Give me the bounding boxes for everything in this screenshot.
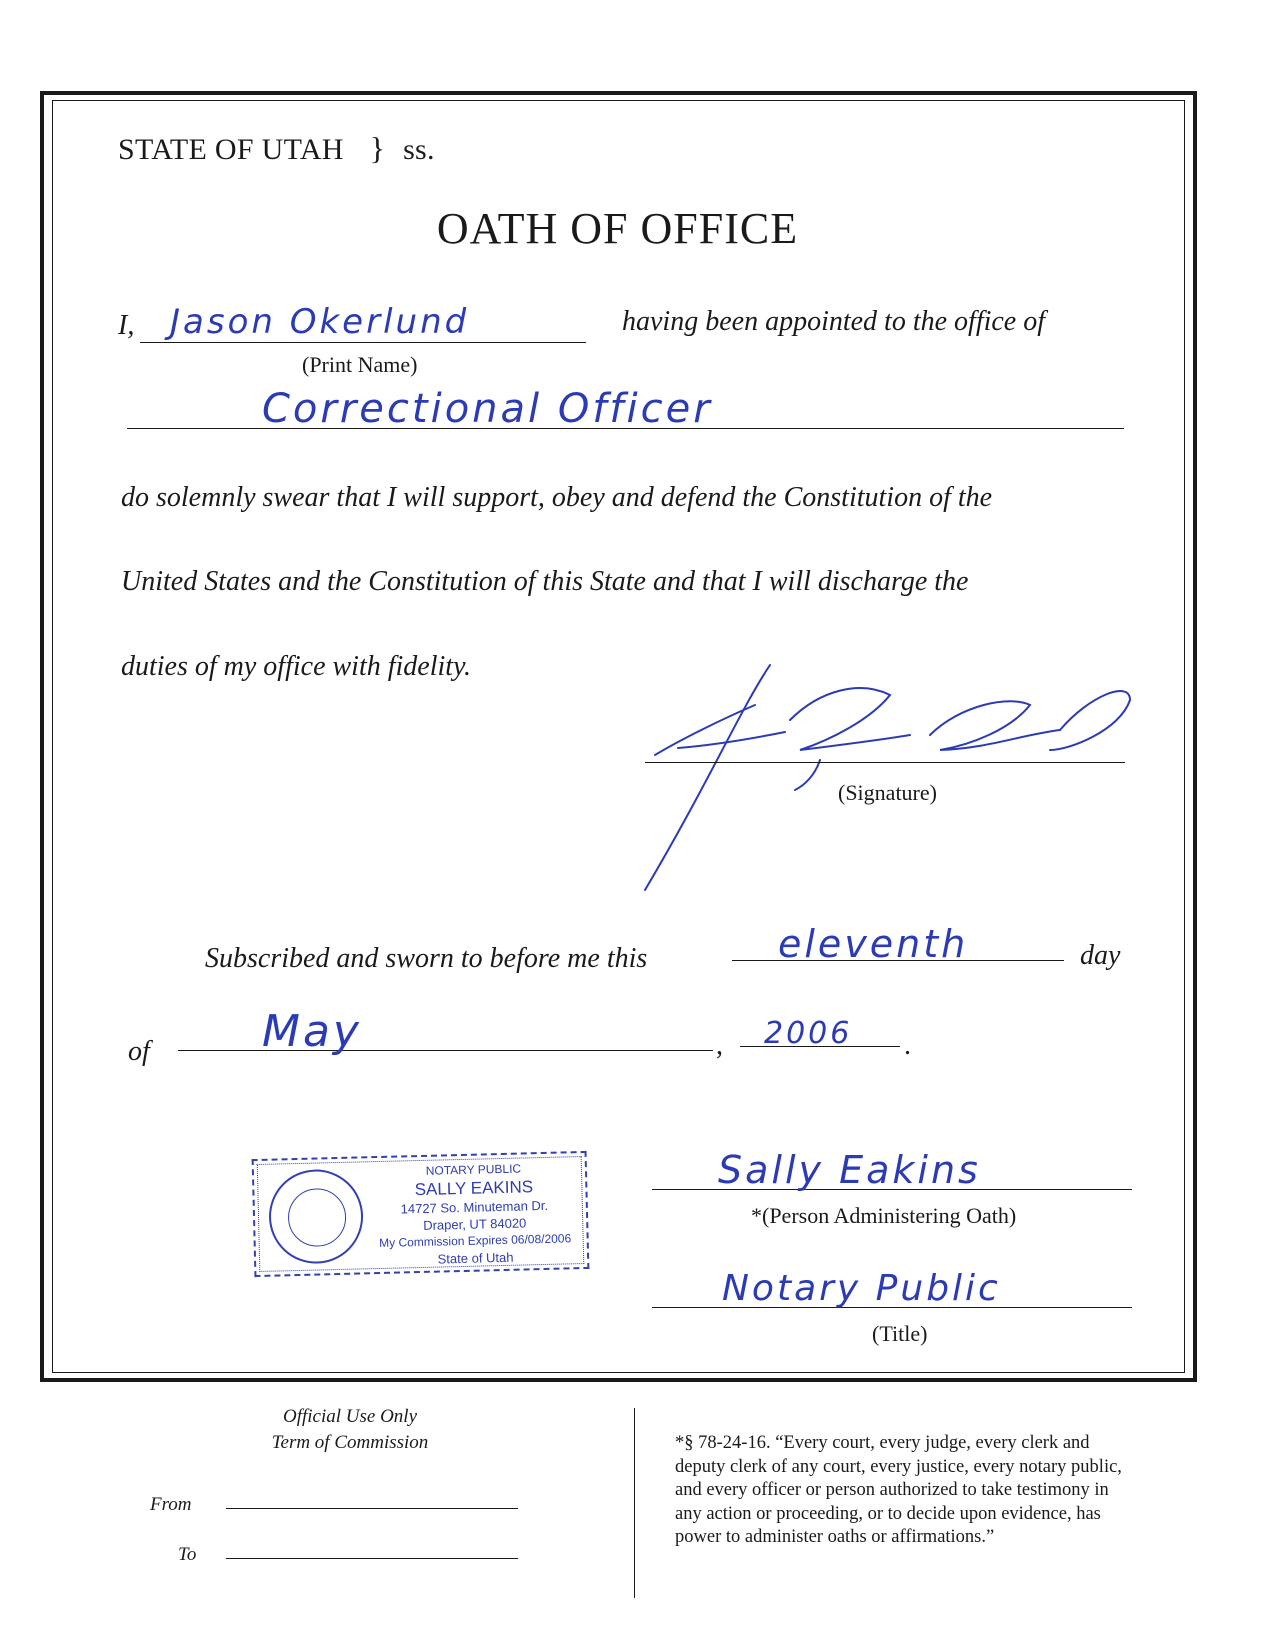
term-heading: Term of Commission — [271, 1432, 429, 1453]
print-name-label: (Print Name) — [302, 352, 418, 377]
oath-line-3: duties of my office with fidelity. — [121, 651, 471, 682]
stamp-line-6: State of Utah — [437, 1249, 514, 1267]
oath-line-2: United States and the Constitution of this State and that I will discharge the — [121, 566, 969, 597]
footnote-line-5: power to administer oaths or affirmations.” — [675, 1527, 995, 1547]
footnote-line-2: deputy clerk of any court, every justice, every notary public, — [675, 1456, 1122, 1477]
footnote-line-4: any action or proceeding, or to decide upon evidence, has — [675, 1503, 1101, 1524]
footnote-line-3: and every officer or person authorized to take testimony in — [675, 1480, 1109, 1500]
statute-footnote — [675, 1432, 1220, 1550]
stamp-line-5: My Commission Expires 06/08/2006 — [378, 1231, 572, 1251]
sworn-text: Subscribed and sworn to before me this — [205, 943, 648, 974]
title-field[interactable]: Notary Public — [722, 1268, 1001, 1309]
brace: } — [369, 130, 386, 166]
name-field[interactable]: Jason Okerlund — [170, 302, 470, 342]
stamp-line-2: SALLY EAKINS — [414, 1177, 534, 1200]
state-name: STATE OF UTAH — [118, 133, 344, 166]
state-heading — [118, 130, 435, 167]
day-label: day — [1080, 940, 1121, 971]
i-label: I, — [118, 310, 135, 341]
signature-line — [645, 762, 1125, 763]
stamp-line-3: 14727 So. Minuteman Dr. — [400, 1197, 549, 1217]
period: . — [904, 1030, 911, 1061]
day-field[interactable]: eleventh — [778, 922, 969, 966]
oath-line-1: do solemnly swear that I will support, obey and defend the Constitution of the — [121, 482, 993, 513]
of-label: of — [128, 1036, 150, 1067]
document-title: OATH OF OFFICE — [436, 204, 799, 253]
comma: , — [716, 1030, 723, 1061]
office-field[interactable]: Correctional Officer — [262, 386, 713, 432]
from-line[interactable] — [226, 1508, 518, 1509]
ss-label: ss. — [403, 133, 435, 166]
stamp-text — [366, 1159, 584, 1269]
appointed-text: having been appointed to the office of — [622, 306, 1046, 337]
signature-image — [590, 650, 1150, 900]
footer-divider — [634, 1408, 635, 1598]
name-line — [140, 342, 586, 343]
notary-stamp — [252, 1151, 590, 1277]
title-label: (Title) — [872, 1321, 928, 1346]
signature-label: (Signature) — [838, 780, 937, 805]
to-label: To — [178, 1544, 197, 1565]
stamp-line-1: NOTARY PUBLIC — [425, 1161, 522, 1178]
official-use-heading: Official Use Only — [282, 1406, 418, 1427]
footnote-line-1: *§ 78-24-16. “Every court, every judge, every clerk and — [675, 1433, 1090, 1453]
month-field[interactable]: May — [262, 1006, 362, 1057]
administrator-signature[interactable]: Sally Eakins — [718, 1148, 981, 1192]
administrator-label: *(Person Administering Oath) — [751, 1203, 1017, 1228]
month-line — [178, 1050, 713, 1051]
to-line[interactable] — [226, 1558, 518, 1559]
stamp-line-4: Draper, UT 84020 — [423, 1215, 527, 1233]
year-field[interactable]: 2006 — [764, 1016, 853, 1051]
from-label: From — [150, 1494, 192, 1515]
